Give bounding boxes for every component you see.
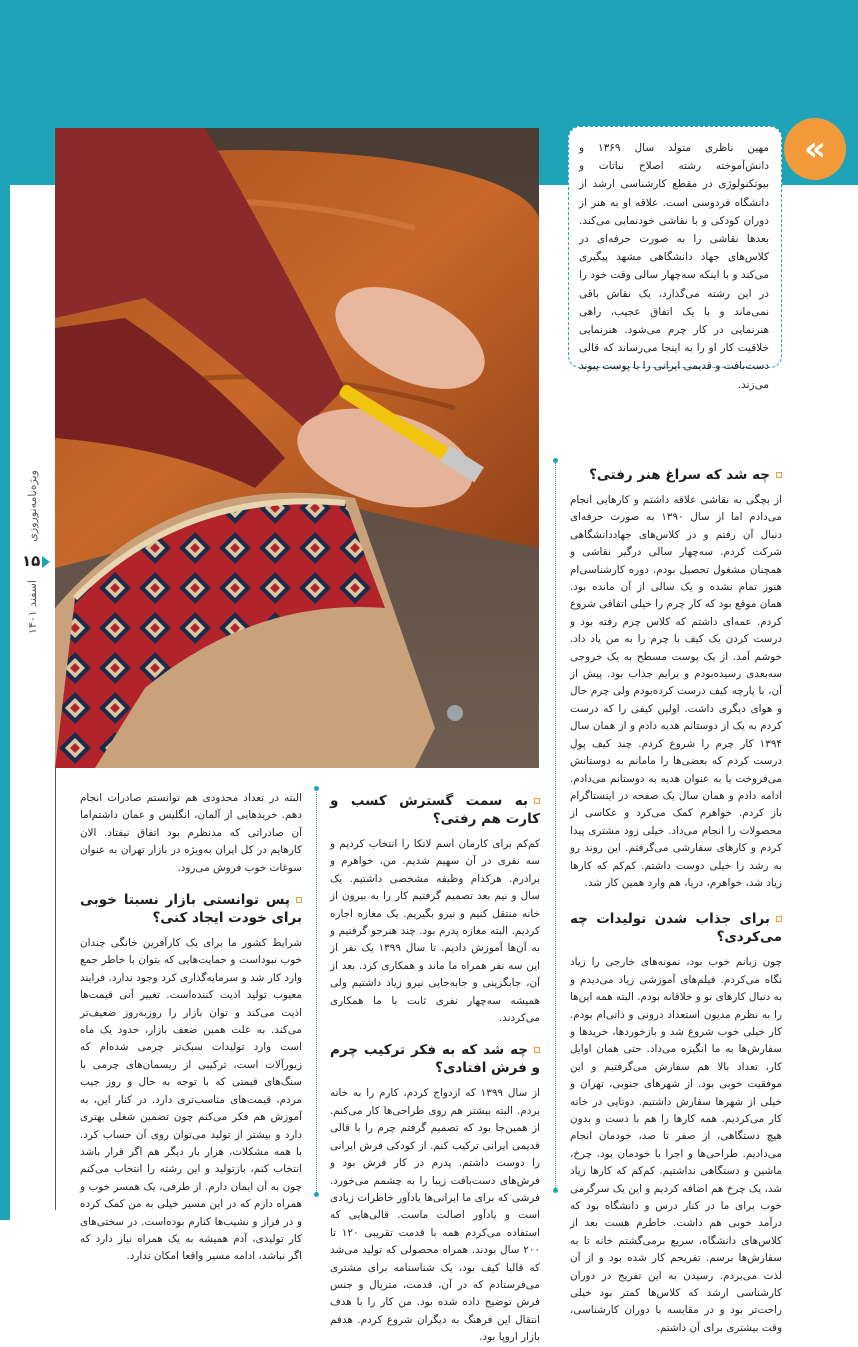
page-number: ۱۵	[22, 552, 41, 570]
section-heading: به سمت گسترش کسب و کارت هم رفتی؟	[330, 793, 540, 827]
section-heading: برای جذاب شدن تولیدات چه می‌کردی؟	[570, 911, 782, 946]
section-body: شرایط کشور ما برای یک کارآفرین خانگی چندان خوب نبود‌است و حمایت‌هایی که بتوان با خاطر جمع وارد کار شد و سرمایه‌گذاری کرد وجود ندارد. فرایند معیوب تولید اذیت کننده‌است. تغییر آنی قیمت‌ها اذیت می‌کند و توان بازار را روز‌به‌روز ضعیف‌تر می‌کند. به علت همین ضعف بازار، حدود یک ماه است وارد تولیدات سبک‌تر چرمی شده‌ام که زیورآلات است، ترکیبی از ریسمان‌های چرمی با سنگ‌های قیمتی که با توجه به حال و روز جیب مردم، قیمت‌های مناسب‌تری دارد. در کنار این، به آموزش هم فکر می‌کنم چون تضمین شغلی بهتری دارد و بیشتر از تولید می‌توان روی آن حساب کرد. با همه مشکلات، هزار بار دیگر هم اگر قرار باشد انتخاب کنم، بازتولید و این رشته را انتخاب می‌کنم چون به آن ایمان دارم. از طرفی، یک همسر خوب و همراه دارم که در این مسیر خیلی به من کمک کرده و در فراز و نشیب‌ها کنارم بوده‌است. در سختی‌های کار تولیدی، آدم همیشه به یک همراه نیاز دارد که اگر نباشد، ادامه مسیر واقعا امکان ندارد.	[80, 937, 302, 1263]
issue-date: اسفند ۱۴۰۱	[26, 580, 39, 635]
crop-mark	[46, 120, 62, 136]
divider-dot	[553, 1188, 558, 1193]
leather-carpet-illustration	[55, 128, 539, 768]
section-body: البته در تعداد محدودی هم توانستم صادرات انجام دهم. خریدهایی از آلمان، انگلیس و عمان داشتم‌اما آن صادراتی که مدنظرم بود اتفاق نیفتاد. الان کارهایم در کل ایران به‌ویژه در بازار تهران به عنوان سوغات خوب فروش می‌رود.	[80, 792, 302, 874]
section-body: چون زبانم خوب بود، نمونه‌های خارجی را زیاد نگاه می‌کردم. فیلم‌های آموزشی زیاد می‌دیدم و به دنبال کارهای نو و خلاقانه بودم. البته همه این‌ها را به نظرم مدیون استعداد درونی و ذاتی‌ام بودم. کار خیلی خوب شروع شد و بازخوردها، خریدها و سفارش‌ها به ما انگیزه می‌داد. حتی همان اوایل کار، تعداد بالا هم سفارش می‌گرفتیم و این موفقیت خوبی بود. از شهرهای جنوبی، تهران و خیلی از شهرها سفارش داشتیم. دوتایی در خانه کار می‌کردیم. همه کارها را هم با دست و بدون هیچ دستگاهی، از صفر تا صد، خودمان انجام می‌دادیم. طراحی‌ها و اجرا با خودمان بود. چرخ، ماشین و دستگاهی نداشتیم. کم‌کم که کارها زیاد شد، یک چرخ هم اضافه کردیم و این یک سرگرمی خوب برای ما در کنار درس و دانشگاه بود که درآمد خوبی هم داشت. خاطرم هست بعد از کلاس‌های دانشگاه، سریع برمی‌گشتم خانه تا به سفارش‌ها برسم. تفریحم کار شده بود و از آن لذت می‌بردم. رسیدن به این تفریح در دوران کارشناسی ارشد که کلاس‌ها کمتر بود خیلی راحت‌تر بود و در مقایسه با دوران کارشناسی، وقت بیشتری برای آن داشتم.	[570, 956, 782, 1334]
divider-dot	[314, 1192, 319, 1197]
heading-bullet-icon	[534, 1047, 540, 1053]
right-column	[570, 460, 782, 1337]
heading-bullet-icon	[534, 798, 540, 804]
chevron-double-left-icon[interactable]: «	[784, 118, 846, 180]
column-divider	[555, 462, 556, 1192]
intro-text: مهین ناظری متولد سال ۱۳۶۹ و دانش‌آموخته رشته اصلاح نباتات و بیوتکنولوژی در مقطع کارشناسی ارشد از دانشگاه فردوسی است. علاقه او به هنر از دوران کودکی و با نقاشی خودنمایی می‌کند. بعدها نقاشی را به صورت حرفه‌ای در کلاس‌های جهاد دانشگاهی مشهد پیگیری می‌کند و با اینکه سه‌چهار سالی وقت خود را در این رشته می‌گذارد، یک نقاش باقی نمی‌ماند و با یک اتفاق عجیب، راهی هنرنمایی در کار چرم می‌شود. هنرنمایی خلاقیت کار او را به اینجا می‌رساند که قالی دست‌بافت و قدیمی ایرانی را با پوست پیوند می‌زند.	[579, 142, 769, 391]
section-heading: چه شد که سراغ هنر رفتی؟	[570, 466, 782, 484]
intro-bio-box	[568, 126, 782, 391]
section-body: از سال ۱۳۹۹ که ازدواج کردم، کارم را به خانه بردم. البته بیشتر هم روی طراحی‌ها کار می‌کنم. از همین‌جا بود که تصمیم گرفتم چرم را با قالی قدیمی ایرانی ترکیب کنم. از کودکی فرش ایرانی را دوست داشتم. پدرم در کار فرش بود و فرش‌های دست‌بافت زیبا را به چشمم می‌خورد. فرشی که برای ما ایرانی‌ها یادآور خاطرات زیادی است و یادآور اصالت ماست. قالی‌هایی که استفاده می‌کردم همه با قدمت تقریبی ۱۲۰ تا ۲۰۰ سال بودند. همراه محصولی که تولید می‌شد که قالبا کیف بود، یک شناسنامه برای مشتری می‌فرستادم که در آن، قدمت، متریال و جنس فرش توضیح داده شده بود. من کار را با هدف انتقال این فرهنگ به دیگران شروع کردم. هدفم بازار اروپا بود.	[330, 1087, 540, 1344]
middle-column	[330, 792, 540, 1347]
magazine-label: ویژه‌نامه‌نوروزی	[26, 470, 39, 542]
left-column	[80, 790, 302, 1266]
heading-bullet-icon	[296, 897, 302, 903]
article-photo	[55, 128, 539, 768]
divider-dot	[553, 458, 558, 463]
section-body: از بچگی به نقاشی علاقه داشتم و کارهایی انجام می‌دادم اما از سال ۱۳۹۰ به صورت حرفه‌ای دنبال آن رفتم و در کلاس‌های جهاددانشگاهی شرکت کردم. سه‌چهار سالی درگیر نقاشی و همچنان مشغول تحصیل بودم. دوره کارشناسی‌ام هنوز تمام نشده و یک سالی از آن مانده بود. همان موقع بود که کار چرم را خیلی اتفاقی شروع کردم. عمه‌ای داشتم که کلاس چرم رفته بود و درست کردن یک کیف با چرم را به من یاد داد. خوشم آمد. از یک پوست مسطح به یک خروجی سه‌بعدی رسیده‌بودم و برایم جذاب بود. پیش از آن، با پارچه کیف درست کرده‌بودم ولی چرم حال و هوای دیگری داشت. اولین کیفی را که درست کردم به یک از دوستانم هدیه دادم و از همان سال ۱۳۹۴ کار چرم را شروع کردم. چند کیف پول درست کردم که بعضی‌ها را مامانم به دوستانش می‌فروخت یا به عنوان هدیه به دوستانم می‌دادم. ادامه دادم و همان سال یک صفحه در اینستاگرام باز کردم. خواهرم کمک می‌کرد و عکاسی از محصولات را انجام می‌داد. خیلی زود مشتری پیدا کردم و کارهای سفارشی می‌گرفتم. این روند رو به رشد را خیلی دوست داشتم. کم‌کم که کارها زیاد شد، خواهرم، دریا، هم وارد همین کار شد.	[570, 494, 782, 889]
section-body: کم‌کم برای کارمان اسم لاتکا را انتخاب کردیم و سه نفری در آن سهیم شدیم. من، خواهرم و برادرم. هرکدام وظیفه مشخصی داشتیم. یک سال و نیم بعد تصمیم گرفتیم کار را به بیرون از خانه منتقل کنیم و نیرو بگیریم. یک مغازه اجاره کردیم. البته مغازه پدرم بود. چند هنرجو گرفتیم و به آن‌ها آموزش دادیم. تا سال ۱۳۹۹ یک نفر از این سه نفر همراه ما ماند و همکاری کرد. بعد از آن، جابگزینی و جابه‌جایی نیرو زیاد داشتیم ولی همیشه سه‌چهار نفری ثابت با ما همکاری می‌کردند.	[330, 838, 541, 1025]
section-heading: چه شد که به فکر ترکیب چرم و فرش افتادی؟	[330, 1042, 540, 1077]
section-heading: پس توانستی بازار نسبتا خوبی برای خودت ایجاد کنی؟	[80, 892, 302, 927]
divider-dot	[314, 786, 319, 791]
heading-bullet-icon	[776, 472, 782, 478]
crop-mark	[529, 120, 545, 136]
left-color-strip	[0, 185, 10, 1220]
heading-bullet-icon	[776, 916, 782, 922]
page-number-marker	[42, 556, 50, 568]
column-divider	[316, 790, 317, 1195]
